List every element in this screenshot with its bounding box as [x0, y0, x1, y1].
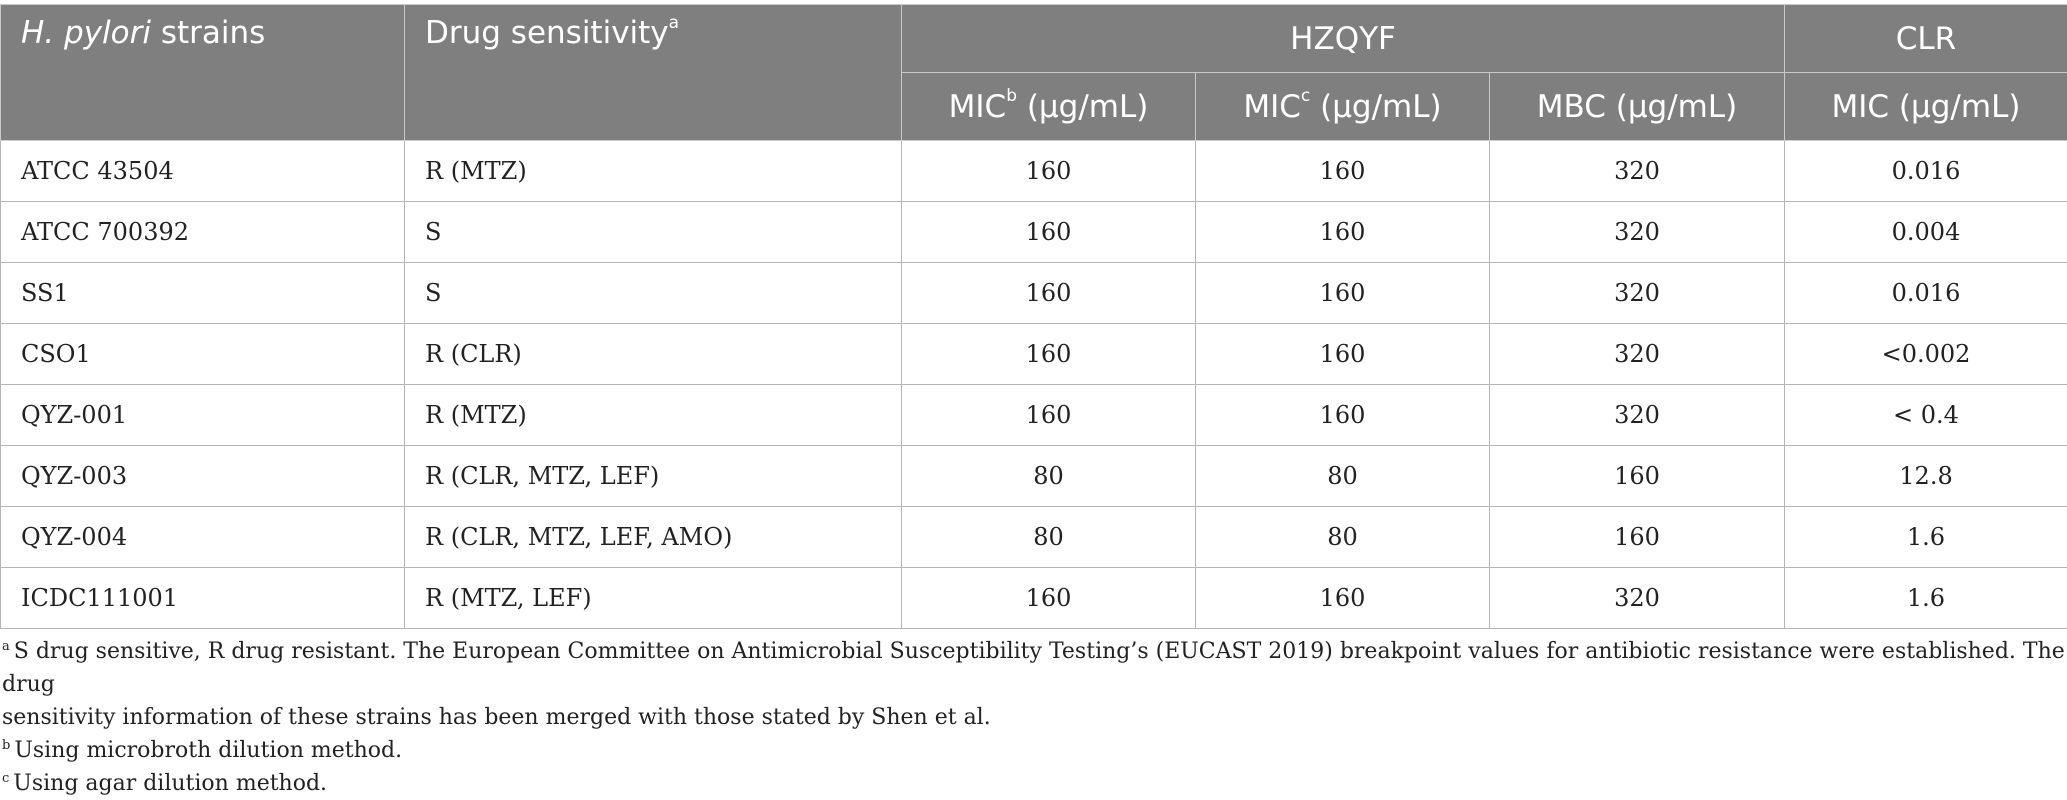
cell-mbc: 160 — [1490, 446, 1785, 507]
cell-clr-mic: 12.8 — [1785, 446, 2067, 507]
cell-sensitivity: R (CLR, MTZ, LEF, AMO) — [405, 507, 902, 568]
table-row — [1, 446, 2067, 507]
cell-strain: CSO1 — [1, 324, 405, 385]
header-sensitivity-label: Drug sensitivity — [425, 15, 669, 51]
header-group-hzqyf: HZQYF — [902, 5, 1785, 73]
cell-strain: ATCC 43504 — [1, 141, 405, 202]
footnote-b — [0, 734, 2067, 767]
table-container — [0, 4, 2067, 800]
header-mic-b-footnote-mark: b — [1006, 86, 1017, 106]
cell-mic-c: 160 — [1196, 202, 1490, 263]
cell-mic-c: 160 — [1196, 263, 1490, 324]
header-group-clr: CLR — [1785, 5, 2067, 73]
header-mic-c-footnote-mark: c — [1301, 86, 1310, 106]
header-strains — [1, 5, 405, 141]
header-strains-label: strains — [151, 15, 265, 51]
cell-sensitivity: R (CLR) — [405, 324, 902, 385]
cell-sensitivity: R (CLR, MTZ, LEF) — [405, 446, 902, 507]
cell-clr-mic: 1.6 — [1785, 568, 2067, 629]
header-sensitivity — [405, 5, 902, 141]
footnote-a-line1: S drug sensitive, R drug resistant. The European Committee on Antimicrobial Susceptibility Testing’s (EUCAST 2019) breakpoint values for antibiotic resistance were established. The drug — [2, 639, 2065, 697]
table-row — [1, 568, 2067, 629]
cell-mic-b: 80 — [902, 507, 1196, 568]
footnote-a-continued: sensitivity information of these strains has been merged with those stated by Shen et al. — [0, 701, 2067, 734]
cell-mbc: 320 — [1490, 202, 1785, 263]
table-body — [1, 141, 2067, 629]
cell-mbc: 320 — [1490, 263, 1785, 324]
cell-strain: QYZ-001 — [1, 385, 405, 446]
header-mic-b — [902, 73, 1196, 141]
cell-mic-b: 160 — [902, 568, 1196, 629]
cell-clr-mic: 1.6 — [1785, 507, 2067, 568]
cell-strain: ICDC111001 — [1, 568, 405, 629]
cell-strain: SS1 — [1, 263, 405, 324]
cell-mbc: 160 — [1490, 507, 1785, 568]
footnote-a-mark: a — [2, 639, 10, 654]
header-sensitivity-footnote-mark: a — [669, 13, 679, 33]
table-row — [1, 263, 2067, 324]
table-row — [1, 202, 2067, 263]
cell-mic-b: 160 — [902, 202, 1196, 263]
cell-sensitivity: S — [405, 263, 902, 324]
cell-mic-b: 160 — [902, 324, 1196, 385]
footnote-c — [0, 767, 2067, 800]
cell-clr-mic: < 0.4 — [1785, 385, 2067, 446]
cell-mbc: 320 — [1490, 324, 1785, 385]
cell-strain: QYZ-004 — [1, 507, 405, 568]
cell-mic-c: 160 — [1196, 385, 1490, 446]
table-footnotes — [0, 629, 2067, 800]
cell-clr-mic: 0.016 — [1785, 141, 2067, 202]
cell-mic-b: 160 — [902, 141, 1196, 202]
footnote-c-text: Using agar dilution method. — [13, 771, 327, 796]
cell-sensitivity: R (MTZ) — [405, 141, 902, 202]
table-header — [1, 5, 2067, 141]
cell-sensitivity: R (MTZ, LEF) — [405, 568, 902, 629]
header-clr-mic: MIC (µg/mL) — [1785, 73, 2067, 141]
table-row — [1, 141, 2067, 202]
header-mic-b-label: MIC — [949, 89, 1007, 125]
cell-mic-c: 80 — [1196, 446, 1490, 507]
cell-sensitivity: R (MTZ) — [405, 385, 902, 446]
table-row — [1, 324, 2067, 385]
header-strains-species: H. pylori — [21, 15, 151, 51]
cell-mic-b: 160 — [902, 385, 1196, 446]
footnote-b-mark: b — [2, 738, 10, 753]
footnote-a — [0, 635, 2067, 701]
cell-mic-b: 80 — [902, 446, 1196, 507]
table-row — [1, 507, 2067, 568]
cell-clr-mic: 0.016 — [1785, 263, 2067, 324]
header-mic-b-unit: (µg/mL) — [1017, 89, 1148, 125]
header-mic-c-label: MIC — [1243, 89, 1301, 125]
table-row — [1, 385, 2067, 446]
cell-mbc: 320 — [1490, 568, 1785, 629]
cell-mbc: 320 — [1490, 141, 1785, 202]
cell-mic-c: 80 — [1196, 507, 1490, 568]
mic-table — [0, 4, 2067, 629]
header-mic-c-unit: (µg/mL) — [1310, 89, 1441, 125]
footnote-c-mark: c — [2, 771, 9, 786]
cell-mbc: 320 — [1490, 385, 1785, 446]
cell-strain: QYZ-003 — [1, 446, 405, 507]
cell-sensitivity: S — [405, 202, 902, 263]
cell-mic-c: 160 — [1196, 141, 1490, 202]
cell-mic-b: 160 — [902, 263, 1196, 324]
cell-mic-c: 160 — [1196, 568, 1490, 629]
header-mic-c — [1196, 73, 1490, 141]
cell-mic-c: 160 — [1196, 324, 1490, 385]
header-mbc: MBC (µg/mL) — [1490, 73, 1785, 141]
cell-clr-mic: 0.004 — [1785, 202, 2067, 263]
cell-clr-mic: <0.002 — [1785, 324, 2067, 385]
footnote-b-text: Using microbroth dilution method. — [14, 738, 402, 763]
cell-strain: ATCC 700392 — [1, 202, 405, 263]
